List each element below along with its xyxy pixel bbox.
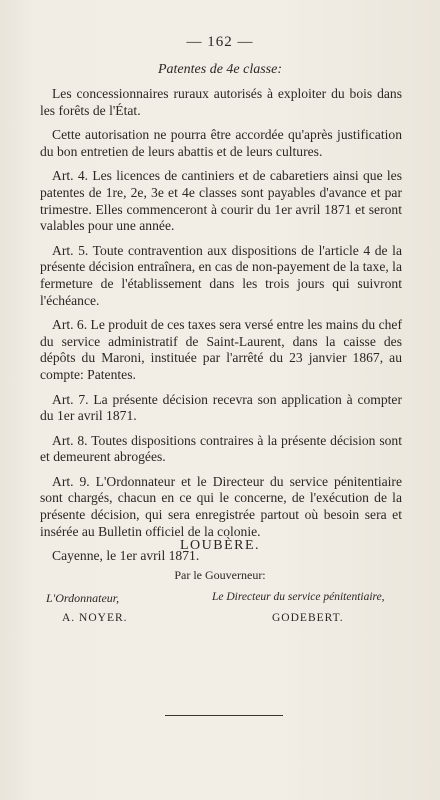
directeur-name: GODEBERT. <box>272 612 344 624</box>
body-text <box>40 86 402 573</box>
paragraph-art-5: Art. 5. Toute contravention aux dispositions de l'article 4 de la présente décision entraînera, en cas de non-payement de la taxe, la fermeture de l'établissement dans les trois jours qui suivront l'échéance. <box>40 242 402 308</box>
page-number: — 162 — <box>186 34 254 50</box>
signatory-name: LOUBÈRE. <box>179 538 261 553</box>
par-le-gouverneur: Par le Gouverneur: <box>174 568 266 582</box>
paragraph-art-9: Art. 9. L'Ordonnateur et le Directeur du service pénitentiaire sont chargés, chacun en ce qui le concerne, de l'exécution de la présente décision, qui sera enregistrée partout où besoin sera et insérée au Bulletin officiel de la colonie. <box>40 473 402 539</box>
closing-rule <box>165 715 283 716</box>
paragraph-art-6: Art. 6. Le produit de ces taxes sera versé entre les mains du chef du service administratif de Saint-Laurent, dans la caisse des dépôts du Maroni, instituée par l'arrêté du 23 janvier 1867, au compte: Patentes. <box>40 317 402 382</box>
paragraph-art-4: Art. 4. Les licences de cantiniers et de cabaretiers ainsi que les patentes de 1re, 2e, 3e et 4e classes sont payables d'avance et par trimestre. Elles commenceront à courir du 1er avril 1871 et seront valables pour une année. <box>40 168 402 234</box>
paragraph-concessionnaires: Les concessionnaires ruraux autorisés à exploiter du bois dans les forêts de l'État. <box>40 86 402 118</box>
paragraph-autorisation: Cette autorisation ne pourra être accordée qu'après justification du bon entretien de leurs abattis et de leurs cultures. <box>40 127 402 159</box>
paragraph-art-8: Art. 8. Toutes dispositions contraires à la présente décision sont et demeurent abrogées. <box>40 432 402 465</box>
ordonnateur-title: L'Ordonnateur, <box>46 591 120 605</box>
date-line: Cayenne, le 1er avril 1871. <box>52 548 200 564</box>
paragraph-art-7: Art. 7. La présente décision recevra son application à compter du 1er avril 1871. <box>40 391 402 424</box>
section-heading: Patentes de 4e classe: <box>157 62 282 77</box>
ordonnateur-name: A. NOYER. <box>62 612 128 624</box>
directeur-title: Le Directeur du service pénitentiaire, <box>212 591 385 603</box>
